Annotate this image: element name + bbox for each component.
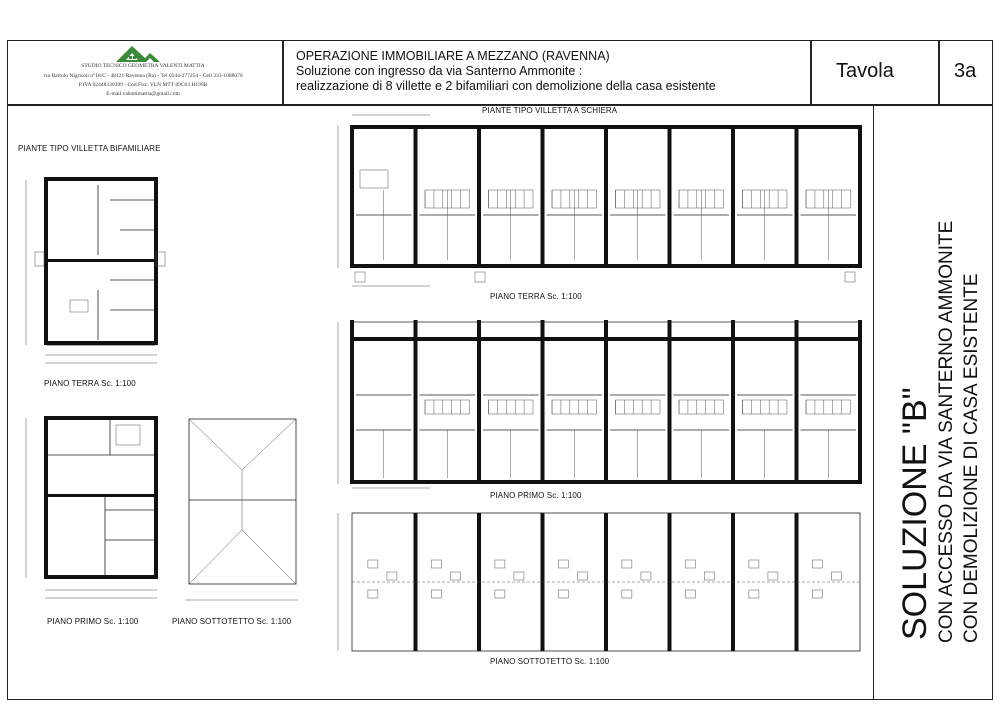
bifam-piano-terra-plan [26,177,165,363]
studio-piva: P.IVA 02448330399 - Cod.Fisc. VLN MTT 89C03 H199B [78,82,208,88]
schiera-sottotetto-label: PIANO SOTTOTETTO Sc. 1:100 [490,657,610,666]
solution-subtitle-1: CON ACCESSO DA VIA SANTERNO AMMONITE [936,220,957,643]
schiera-terra-label: PIANO TERRA Sc. 1:100 [490,292,582,301]
tavola-number: 3a [954,60,977,82]
solution-subtitle-2: CON DEMOLIZIONE DI CASA ESISTENTE [961,273,982,643]
solution-title: SOLUZIONE "B" [896,387,934,640]
studio-address: via Bartolo Nigrisoli n°18/C - 48121 Ravenna (Ra) - Tel 0544-277254 - Cell 333-1088070 [43,73,243,79]
bifam-primo-label: PIANO PRIMO Sc. 1:100 [47,617,139,626]
studio-name: STUDIO TECNICO GEOMETRA VALENTI MATTIA [81,63,205,69]
schiera-piano-primo-plan [338,320,862,488]
title-line-1: OPERAZIONE IMMOBILIARE A MEZZANO (RAVENNA) [296,49,610,63]
bifam-piano-primo-plan [26,416,158,598]
schiera-title: PIANTE TIPO VILLETTA A SCHIERA [482,106,618,115]
schiera-primo-label: PIANO PRIMO Sc. 1:100 [490,491,582,500]
bifamiliare-title: PIANTE TIPO VILLETTA BIFAMILIARE [18,144,161,153]
studio-email: E-mail valentimattia@gmail.com [106,91,180,97]
title-line-2: Soluzione con ingresso da via Santerno Ammonite : [296,64,583,78]
schiera-piano-terra-plan [338,115,862,286]
schiera-sottotetto-plan [338,513,860,651]
title-line-3: realizzazione di 8 villette e 2 bifamiliari con demolizione della casa esistente [296,79,716,93]
bifam-sottotetto-label: PIANO SOTTOTETTO Sc. 1:100 [172,617,292,626]
tavola-label: Tavola [836,60,894,82]
bifam-terra-label: PIANO TERRA Sc. 1:100 [44,379,136,388]
bifam-sottotetto-plan [185,419,298,600]
